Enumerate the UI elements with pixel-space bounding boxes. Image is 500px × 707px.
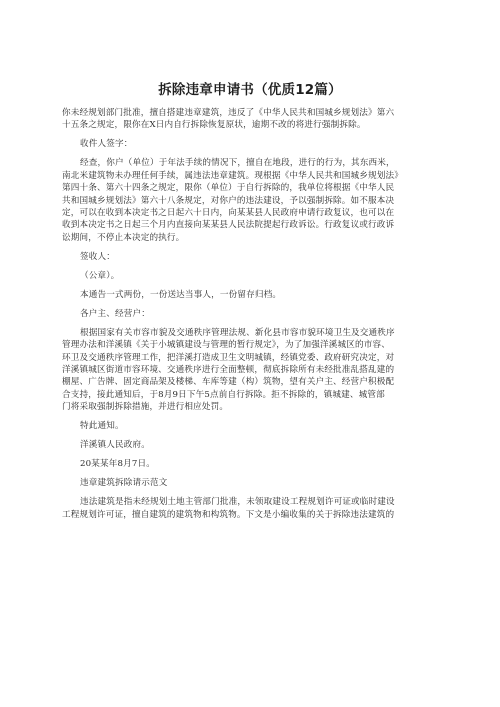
text-line: 门将采取强制拆除措施，并进行相应处罚。 <box>62 402 229 413</box>
text-line: 经查，你户（单位）于年法手续的情况下，擅自在地段，进行的行为，其东西米， <box>80 158 395 169</box>
paragraph <box>62 439 438 451</box>
text-line: 管理办法和洋溪镇《关于小城镇建设与管理的暂行规定》，为了加强洋溪城区的市容、 <box>62 340 390 351</box>
paragraph <box>62 157 438 244</box>
paragraph <box>62 251 438 263</box>
paragraph <box>62 289 438 301</box>
text-line: 违法建筑是指未经规划土地主管部门批准，未领取建设工程规划许可证或临时建设 <box>80 497 395 508</box>
paragraph <box>62 420 438 432</box>
paragraph <box>62 496 438 521</box>
text-line: 你未经规划部门批准，擅自搭建违章建筑，违反了《中华人民共和国城乡规划法》第六 <box>62 108 395 118</box>
text-line: 20某某年8月7日。 <box>80 459 155 470</box>
text-line: 违章建筑拆除请示范文 <box>80 478 168 489</box>
text-line: 洋溪镇城区街道市容环境、交通秩序进行全面整顿，彻底拆除所有未经批准乱搭乱建的 <box>62 365 395 376</box>
document-body <box>62 107 438 521</box>
text-line: 定，可以在收到本决定书之日起六十日内，向某某县人民政府申请行政复议，也可以在 <box>62 208 395 219</box>
text-line: 各户主、经营户： <box>80 308 150 319</box>
text-line: 合支持，接此通知后，于8月9日下午5点前自行拆除。拒不拆除的，镇城建、城管部 <box>62 389 385 400</box>
document-title: 拆除违章申请书（优质12篇） <box>158 82 342 98</box>
paragraph <box>62 477 438 489</box>
text-line: 十五条之规定，限你在X日内自行拆除恢复原状，逾期不改的将进行强制拆除。 <box>62 120 366 131</box>
text-line: 共和国城乡规划法》第六十八条规定，对你户的违法建设，予以强制拆除。如不服本决 <box>62 195 395 206</box>
paragraph <box>62 327 438 414</box>
paragraph <box>62 138 438 150</box>
paragraph <box>62 308 438 320</box>
text-line: 本通告一式两份，一份送达当事人，一份留存归档。 <box>80 289 282 300</box>
text-line: 南北米建筑物未办理任何手续，属违法违章建筑。现根据《中华人民共和国城乡规划法》 <box>62 170 404 181</box>
text-line: 收到本决定书之日起三个月内直接向某某县人民法院提起行政诉讼。行政复议或行政诉 <box>62 220 395 231</box>
text-line: 工程规划许可证，擅自建筑的建筑物和构筑物。下文是小编收集的关于拆除违法建筑的 <box>62 509 395 520</box>
text-line: 棚屋、广告牌、固定商品架及楼梯、车库等建（构）筑物，望有关户主、经营户积极配 <box>62 377 395 388</box>
paragraph <box>62 270 438 282</box>
text-line: 第四十条、第六十四条之规定，限你（单位）于自行拆除的，我单位将根据《中华人民 <box>62 183 395 194</box>
text-line: （公章）。 <box>80 270 120 281</box>
text-line: 洋溪镇人民政府。 <box>80 440 150 451</box>
paragraph <box>62 107 438 132</box>
paragraph <box>62 458 438 470</box>
text-line: 根据国家有关市容市貌及交通秩序管理法规、新化县市容市貌环境卫生及交通秩序 <box>80 327 395 338</box>
text-line: 讼期间，不停止本决定的执行。 <box>62 232 185 243</box>
text-line: 签收人： <box>80 251 115 262</box>
text-line: 特此通知。 <box>80 421 124 432</box>
text-line: 收件人签字： <box>80 139 133 150</box>
text-line: 环卫及交通秩序管理工作，把洋溪打造成卫生文明城镇，经镇党委、政府研究决定，对 <box>62 352 395 363</box>
